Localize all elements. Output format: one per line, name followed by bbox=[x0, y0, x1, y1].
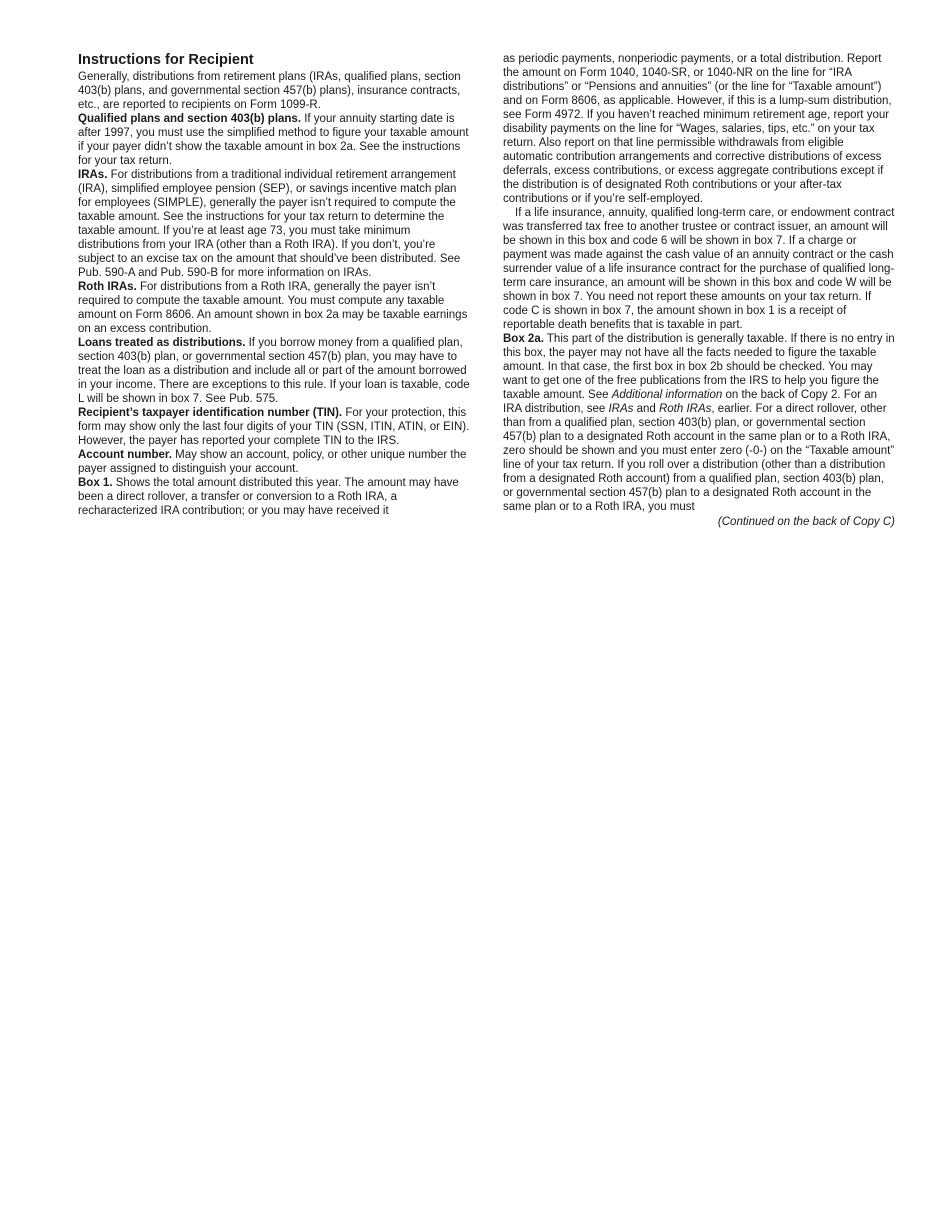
roth-iras-ref: Roth IRAs bbox=[658, 403, 712, 415]
roth-iras-heading: Roth IRAs. bbox=[78, 281, 137, 293]
loans-paragraph bbox=[78, 336, 470, 406]
box2a-paragraph bbox=[503, 332, 895, 514]
life-insurance-paragraph: If a life insurance, annuity, qualified long-term care, or endowment contract was transferred tax free to another trustee or contract issuer, an amount will be shown in this box and code 6 will be shown in box 7. If a charge or payment was made against the cash value of an annuity contract or the cash surrender value of a life insurance contract for the purchase of qualified long-term care insurance, an amount will be shown in this box and code W will be shown in box 7. You need not report these amounts on your tax return. If code C is shown in box 7, the amount shown in box 1 is a receipt of reportable death benefits that is taxable in part. bbox=[503, 207, 895, 331]
box1-continued-paragraph: as periodic payments, nonperiodic payments, or a total distribution. Report the amount on Form 1040, 1040-SR, or 1040-NR on the line for “IRA distributions” or “Pensions and annuities” (or the line for “Taxable amount”) and on Form 8606, as applicable. However, if this is a lump-sum distribution, see Form 4972. If you haven’t reached minimum retirement age, report your disability payments on the line for “Wages, salaries, tips, etc.” on your tax return. Also report on that line permissible withdrawals from eligible automatic contribution arrangements and corrective distributions of excess deferrals, excess contributions, or excess aggregate contributions except if the distribution is of designated Roth contributions or your after-tax contributions or if you’re self-employed. bbox=[503, 53, 892, 205]
box2a-text-2: on the back of Copy 2. For an IRA distribution, see bbox=[503, 389, 877, 415]
box1-paragraph bbox=[78, 476, 470, 518]
additional-information-ref: Additional information bbox=[611, 389, 723, 401]
iras-ref: IRAs bbox=[608, 403, 634, 415]
qualified-plans-paragraph bbox=[78, 112, 470, 168]
right-column bbox=[503, 52, 895, 529]
iras-heading: IRAs. bbox=[78, 169, 108, 181]
intro-paragraph: Generally, distributions from retirement plans (IRAs, qualified plans, section 403(b) plans, and governmental section 457(b) plans), insurance contracts, etc., are reported to recipients on Form 1099-R. bbox=[78, 71, 461, 111]
roth-iras-text: For distributions from a Roth IRA, generally the payer isn’t required to compute the taxable amount. You must compute any taxable amount on Form 8606. An amount shown in box 2a may be taxable earnings on an excess contribution. bbox=[78, 281, 468, 335]
account-number-text: May show an account, policy, or other unique number the payer assigned to distinguish your account. bbox=[78, 449, 467, 475]
roth-iras-paragraph bbox=[78, 280, 470, 336]
left-column bbox=[78, 52, 470, 518]
qualified-plans-text: If your annuity starting date is after 1997, you must use the simplified method to figure your taxable amount if your payer didn’t show the taxable amount in box 2a. See the instructions for your tax return. bbox=[78, 113, 469, 167]
iras-text: For distributions from a traditional individual retirement arrangement (IRA), simplified employee pension (SEP), or savings incentive match plan for employees (SIMPLE), generally the payer isn’t required to compute the taxable amount. See the instructions for your tax return to determine the taxable amount. If you’re at least age 73, you must take minimum distributions from your IRA (other than a Roth IRA). If you don’t, you’re subject to an excise tax on the amount that should’ve been distributed. See Pub. 590-A and Pub. 590-B for more information on IRAs. bbox=[78, 169, 461, 279]
tin-heading: Recipient’s taxpayer identification number (TIN). bbox=[78, 407, 343, 419]
iras-paragraph bbox=[78, 168, 470, 280]
loans-heading: Loans treated as distributions. bbox=[78, 337, 246, 349]
account-number-heading: Account number. bbox=[78, 449, 172, 461]
tin-paragraph bbox=[78, 406, 470, 448]
box2a-text-3: and bbox=[633, 403, 659, 415]
box2a-text-4: , earlier. For a direct rollover, other than from a qualified plan, section 403(b) plan, or governmental section 457(b) plan to a designated Roth account in the same plan or to a Roth IRA, zero should be shown and you must enter zero (-0-) on the “Taxable amount” line of your tax return. If you roll over a distribution (other than a distribution from a designated Roth account) from a qualified plan, section 403(b) plan, or governmental section 457(b) plan to a designated Roth account in the same plan or to a Roth IRA, you must bbox=[503, 403, 895, 513]
loans-text: If you borrow money from a qualified plan, section 403(b) plan, or governmental section 457(b) plan, you may have to treat the loan as a distribution and include all or part of the amount borrowed in your income. There are exceptions to this rule. If your loan is taxable, code L will be shown in box 7. See Pub. 575. bbox=[78, 337, 470, 405]
box1-heading: Box 1. bbox=[78, 477, 113, 489]
account-number-paragraph bbox=[78, 448, 470, 476]
box2a-text-1: This part of the distribution is generally taxable. If there is no entry in this box, the payer may not have all the facts needed to figure the taxable amount. In that case, the first box in box 2b should be checked. You may want to get one of the free publications from the IRS to help you figure the taxable amount. See bbox=[503, 333, 895, 401]
page-title: Instructions for Recipient bbox=[78, 52, 254, 68]
continued-note: (Continued on the back of Copy C) bbox=[717, 516, 895, 528]
qualified-plans-heading: Qualified plans and section 403(b) plans. bbox=[78, 113, 302, 125]
box1-text: Shows the total amount distributed this year. The amount may have been a direct rollover, a transfer or conversion to a Roth IRA, a recharacterized IRA contribution; or you may have received it bbox=[78, 477, 459, 517]
tin-text: For your protection, this form may show only the last four digits of your TIN (SSN, ITIN, ATIN, or EIN). However, the payer has reported your complete TIN to the IRS. bbox=[78, 407, 470, 447]
box2a-heading: Box 2a. bbox=[503, 333, 544, 345]
